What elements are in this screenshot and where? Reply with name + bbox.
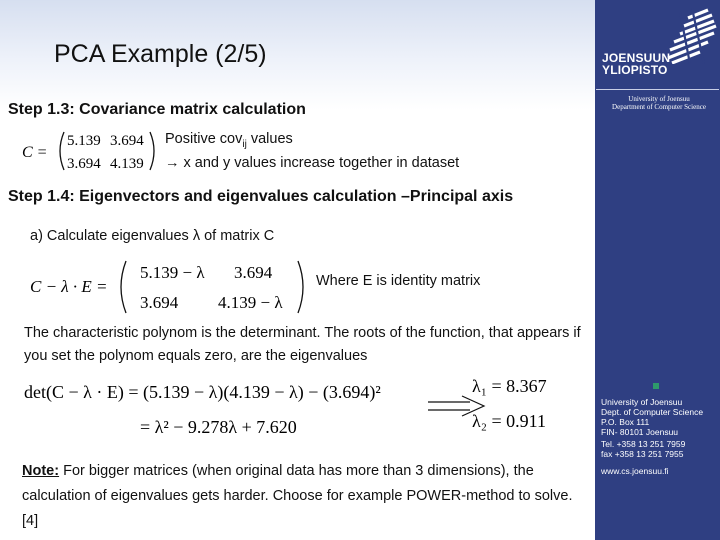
contact-line: fax +358 13 251 7955	[601, 449, 684, 459]
accent-square	[653, 383, 659, 389]
sidebar-divider	[596, 89, 719, 90]
matrix-cell: 3.694	[140, 293, 179, 312]
matrix-lhs: C =	[22, 144, 48, 161]
eigenvalue-1: λ₁ = 8.367	[472, 376, 547, 396]
step-a-text: a) Calculate eigenvalues λ of matrix C	[30, 228, 275, 244]
matrix-cell: 4.139	[110, 156, 144, 172]
logo-line-1: JOENSUUN	[602, 51, 671, 65]
step-1-3-heading: Step 1.3: Covariance matrix calculation	[8, 101, 306, 118]
step-1-4-heading: Step 1.4: Eigenvectors and eigenvalues calculation –Principal axis	[8, 188, 514, 205]
covariance-note-line-1	[165, 131, 293, 150]
contact-line: FIN- 80101 Joensuu	[601, 427, 679, 437]
identity-note: Where E is identity matrix	[316, 273, 481, 289]
matrix-cell: 3.694	[67, 156, 101, 172]
note-text: For bigger matrices (when original data has more than 3 dimensions), the calculation of eigenvalues gets harder. Choose for example POWER-method to solve. [4]	[22, 463, 573, 529]
covariance-note-line-2: → x and y values increase together in dataset	[165, 155, 460, 171]
note-paragraph	[22, 459, 592, 534]
note-prefix: Positive cov	[165, 131, 243, 147]
university-logo-icon	[662, 8, 718, 64]
university-logo-wordmark	[602, 52, 670, 76]
matrix-cell: 5.139	[67, 133, 101, 149]
det-line-2: = λ² − 9.278λ + 7.620	[140, 417, 297, 437]
slide-title: PCA Example (2/5)	[54, 40, 267, 68]
determinant-equation	[22, 370, 582, 442]
department-caption	[600, 95, 718, 111]
dept-line-2: Department of Computer Science	[612, 103, 706, 111]
website-link[interactable]: www.cs.joensuu.fi	[601, 466, 669, 476]
eigenvalue-2: λ₂ = 0.911	[472, 411, 546, 431]
covariance-matrix	[20, 128, 160, 174]
dept-line-1: University of Joensuu	[628, 95, 690, 103]
characteristic-matrix	[28, 258, 310, 316]
matrix-cell: 4.139 − λ	[218, 293, 283, 312]
det-line-1: det(C − λ · E) = (5.139 − λ)(4.139 − λ) − (3.694)²	[24, 382, 381, 402]
note-suffix: values	[246, 131, 293, 147]
matrix-cell: 3.694	[110, 133, 144, 149]
contact-line: University of Joensuu	[601, 397, 683, 407]
note-label: Note:	[22, 463, 60, 479]
matrix-lhs: C − λ · E =	[30, 277, 108, 296]
contact-line: P.O. Box 111	[601, 417, 650, 427]
note-subscript: ij	[242, 138, 247, 150]
contact-info	[601, 397, 720, 476]
contact-line: Tel. +358 13 251 7959	[601, 439, 686, 449]
contact-line: Dept. of Computer Science	[601, 407, 704, 417]
determinant-paragraph: The characteristic polynom is the determinant. The roots of the function, that appears if you set the polynom equals zero, are the eigenvalues	[24, 325, 581, 364]
matrix-cell: 3.694	[234, 263, 273, 282]
logo-line-2: YLIOPISTO	[602, 63, 668, 77]
matrix-cell: 5.139 − λ	[140, 263, 205, 282]
